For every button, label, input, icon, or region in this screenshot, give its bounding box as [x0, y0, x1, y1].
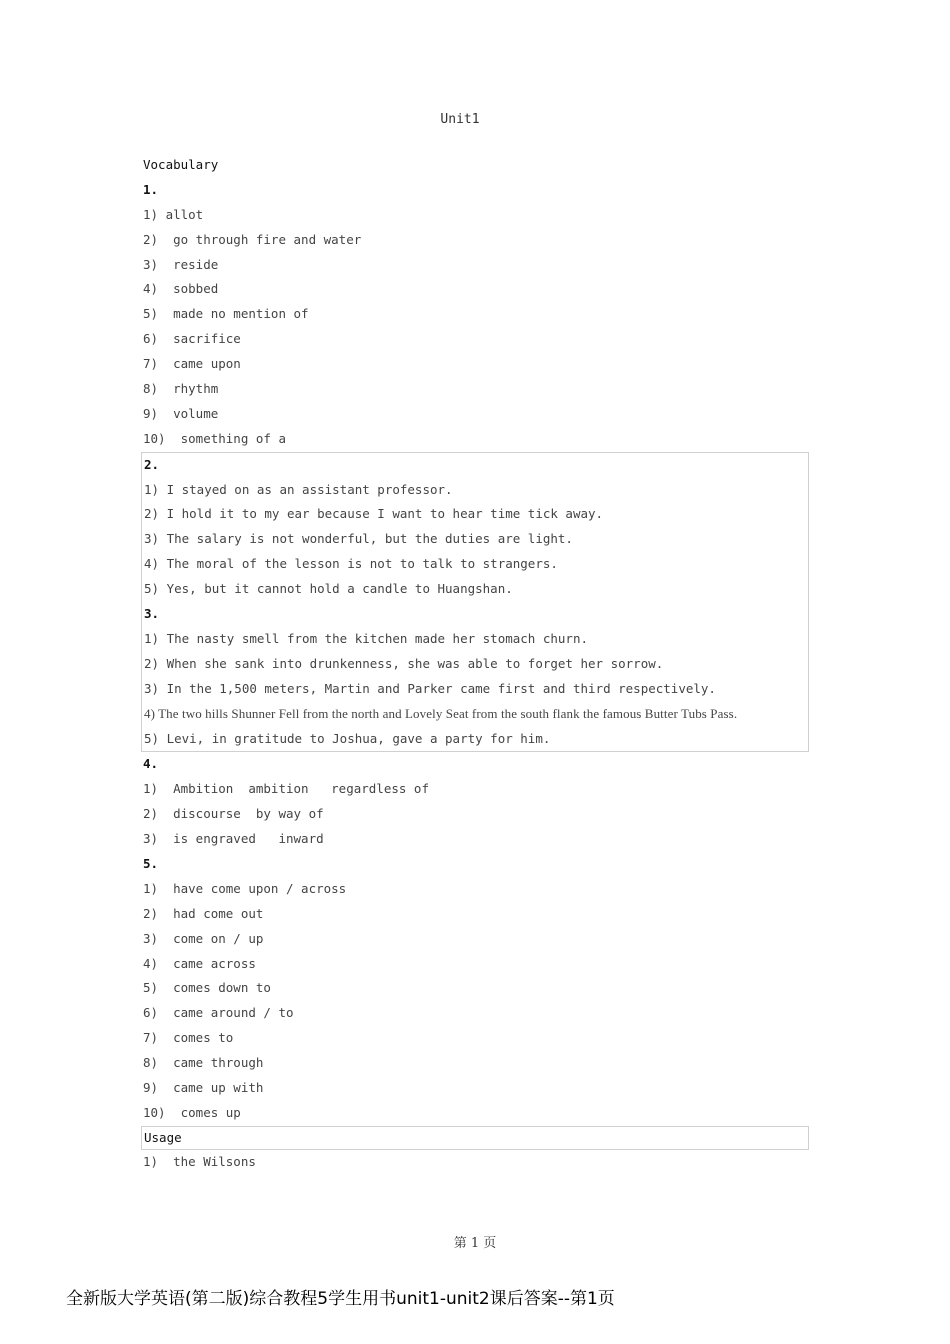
usage-heading: Usage: [141, 1126, 809, 1150]
page-title: Unit1: [440, 112, 480, 127]
document-body: [143, 153, 809, 1175]
list-item: 4) The two hills Shunner Fell from the north and Lovely Seat from the south flank the famous Butter Tubs Pass.: [144, 705, 738, 721]
list-item: 6) sacrifice: [143, 331, 241, 347]
list-item: 2) I hold it to my ear because I want to hear time tick away.: [144, 506, 604, 522]
list-item: 1) I stayed on as an assistant professor.: [144, 481, 453, 497]
exercise-2-label: 2.: [144, 456, 160, 472]
list-item: 1) Ambition ambition regardless of: [143, 781, 429, 797]
exercise-3-label: 3.: [144, 606, 160, 622]
vocabulary-heading: Vocabulary: [143, 157, 219, 172]
list-item: 3) come on / up: [143, 930, 264, 946]
list-item: 5) made no mention of: [143, 306, 309, 322]
list-item: 8) came through: [143, 1055, 264, 1071]
list-item: 9) came up with: [143, 1079, 264, 1095]
list-item: 3) In the 1,500 meters, Martin and Parker came first and third respectively.: [144, 680, 716, 696]
list-item: 1) allot: [143, 206, 204, 222]
list-item: 1) have come upon / across: [143, 880, 347, 896]
list-item: 2) discourse by way of: [143, 806, 324, 822]
list-item: 9) volume: [143, 405, 219, 421]
list-item: 8) rhythm: [143, 381, 219, 397]
list-item: 5) comes down to: [143, 980, 271, 996]
list-item: 4) sobbed: [143, 281, 219, 297]
list-item: 3) The salary is not wonderful, but the duties are light.: [144, 531, 573, 547]
list-item: 4) The moral of the lesson is not to talk to strangers.: [144, 556, 558, 572]
list-item: 1) the Wilsons: [143, 1153, 256, 1169]
list-item: 2) When she sank into drunkenness, she was able to forget her sorrow.: [144, 655, 664, 671]
exercise-5-label: 5.: [143, 855, 159, 871]
list-item: 10) comes up: [143, 1104, 241, 1120]
list-item: 1) The nasty smell from the kitchen made her stomach churn.: [144, 630, 589, 646]
list-item: 3) reside: [143, 256, 219, 272]
list-item: 2) go through fire and water: [143, 231, 362, 247]
list-item: 3) is engraved inward: [143, 831, 324, 847]
exercise-4-label: 4.: [143, 756, 159, 772]
exercise-1-label: 1.: [143, 181, 159, 197]
list-item: 5) Levi, in gratitude to Joshua, gave a party for him.: [144, 730, 551, 746]
list-item: 2) had come out: [143, 905, 264, 921]
list-item: 7) comes to: [143, 1030, 234, 1046]
list-item: 7) came upon: [143, 356, 241, 372]
footer-caption: 全新版大学英语(第二版)综合教程5学生用书unit1-unit2课后答案--第1页: [66, 1289, 615, 1309]
list-item: 10) something of a: [143, 430, 286, 446]
list-item: 4) came across: [143, 955, 256, 971]
exercise-2-3-box: [141, 452, 809, 753]
list-item: 6) came around / to: [143, 1005, 294, 1021]
list-item: 5) Yes, but it cannot hold a candle to Huangshan.: [144, 581, 513, 597]
page-number: 第 1 页: [453, 1236, 497, 1251]
